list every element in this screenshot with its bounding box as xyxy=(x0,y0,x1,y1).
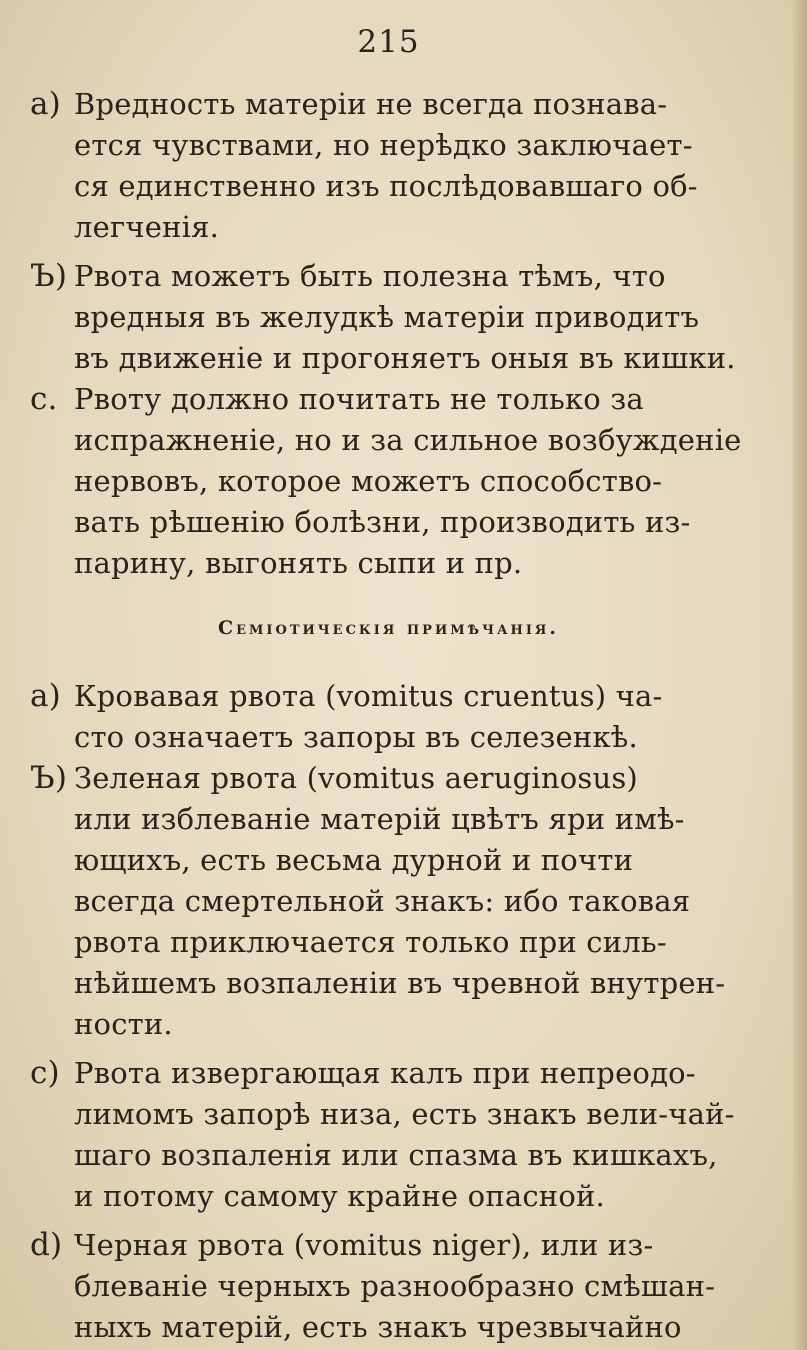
paragraph-a xyxy=(30,84,747,248)
page-edge-shadow xyxy=(793,0,807,1350)
note-b xyxy=(30,758,747,1045)
paragraph-marker: Ъ) xyxy=(30,760,68,796)
text-line: и потому самому крайне опасной. xyxy=(74,1179,605,1213)
paragraph-b xyxy=(30,256,747,379)
text-line: или изблеваніе матерій цвѣтъ яри имѣ- xyxy=(74,802,685,836)
paragraph-marker: c) xyxy=(30,1055,60,1091)
text-line: всегда смертельной знакъ: ибо таковая xyxy=(74,884,691,918)
text-line: ности. xyxy=(74,1007,173,1041)
paragraph-marker: a) xyxy=(30,86,61,122)
text-line: ющихъ, есть весьма дурной и почти xyxy=(74,843,634,877)
text-line: Рвоту должно почитать не только за xyxy=(74,382,644,416)
paragraph-marker: c. xyxy=(30,381,58,417)
text-line: лимомъ запорѣ низа, есть знакъ вели-чай- xyxy=(74,1097,735,1131)
text-line: легченія. xyxy=(74,210,220,244)
text-line: парину, выгонять сыпи и пр. xyxy=(74,546,523,580)
text-line: Кровавая рвота (vomitus cruentus) ча- xyxy=(74,679,663,713)
text-line: Черная рвота (vomitus niger), или из- xyxy=(74,1228,654,1262)
paragraph-marker: Ъ) xyxy=(30,258,68,294)
text-line: испражненіе, но и за сильное возбужденіе xyxy=(74,423,742,457)
text-line: нервовъ, которое можетъ способство- xyxy=(74,464,663,498)
text-line: вать рѣшенію болѣзни, производить из- xyxy=(74,505,691,539)
text-line: ется чувствами, но нерѣдко заключает- xyxy=(74,128,693,162)
note-d xyxy=(30,1225,747,1348)
paragraph-marker: d) xyxy=(30,1227,63,1263)
page-number: 215 xyxy=(357,24,420,60)
paragraph-c xyxy=(30,379,747,584)
text-line: рвота приключается только при силь- xyxy=(74,925,667,959)
text-line: нѣйшемъ возпаленіи въ чревной внутрен- xyxy=(74,966,726,1000)
paragraph-marker: a) xyxy=(30,678,61,714)
text-line: Зеленая рвота (vomitus aeruginosus) xyxy=(74,761,638,795)
note-c xyxy=(30,1053,747,1217)
text-line: ся единственно изъ послѣдовавшаго об- xyxy=(74,169,698,203)
text-line: Вредность матеріи не всегда познава- xyxy=(74,87,668,121)
text-line: шаго возпаленія или спазма въ кишкахъ, xyxy=(74,1138,718,1172)
text-line: вредныя въ желудкѣ матеріи приводитъ xyxy=(74,300,700,334)
section-heading: Семіотическія примѣчанія. xyxy=(218,617,559,639)
text-line: Рвота извергающая калъ при непреодо- xyxy=(74,1056,696,1090)
text-line: блеваніе черныхъ разнообразно смѣшан- xyxy=(74,1269,716,1303)
note-a xyxy=(30,676,747,758)
text-line: Рвота можетъ быть полезна тѣмъ, что xyxy=(74,259,666,293)
text-line: въ движеніе и прогоняетъ оныя въ кишки. xyxy=(74,341,736,375)
text-line: ныхъ матерій, есть знакъ чрезвычайно xyxy=(74,1310,682,1344)
text-line: сто означаетъ запоры въ селезенкѣ. xyxy=(74,720,638,754)
